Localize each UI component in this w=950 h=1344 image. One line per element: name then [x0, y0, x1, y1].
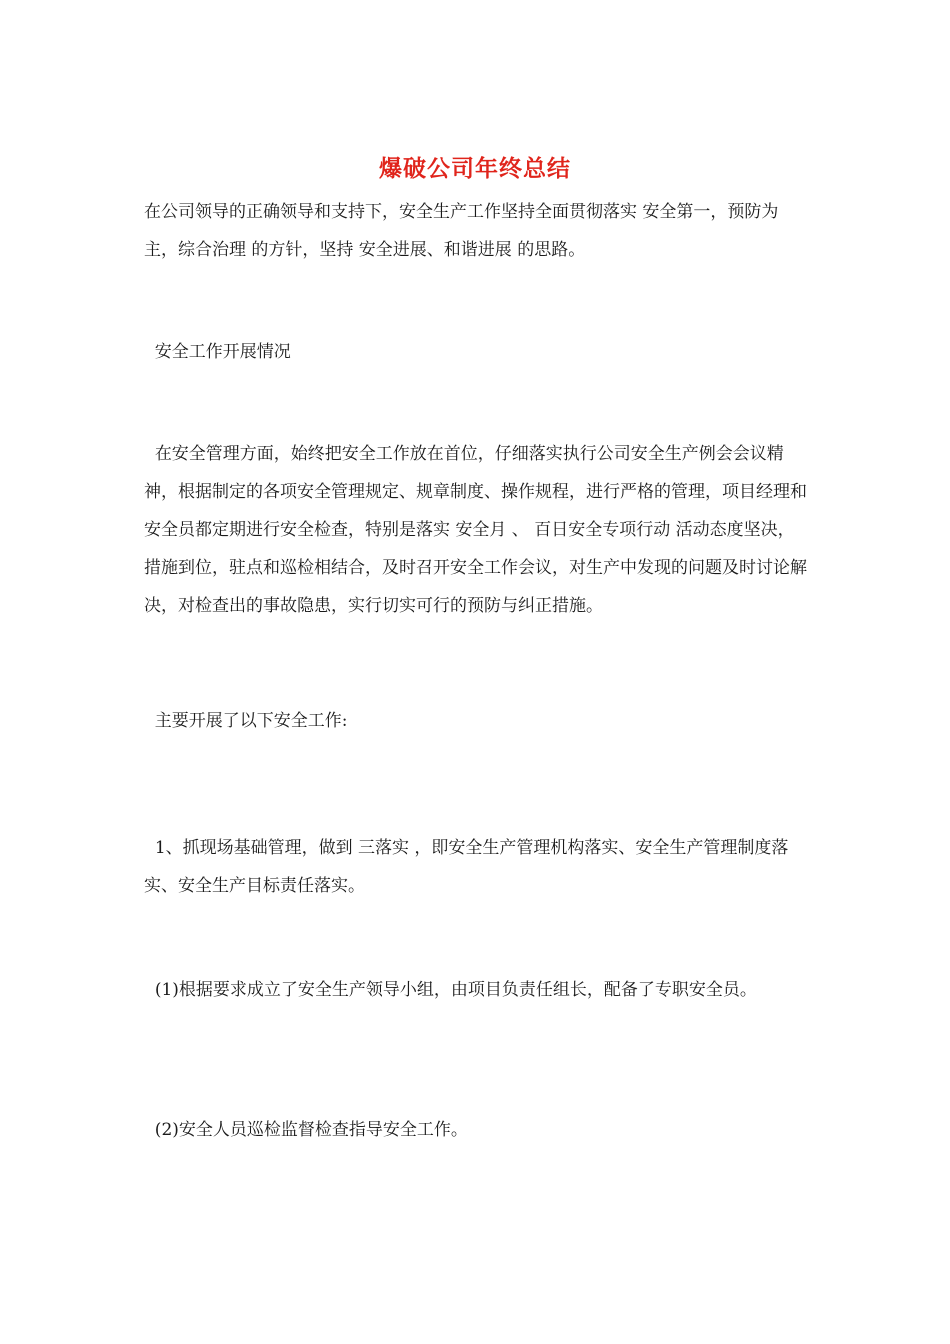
- document-title: 爆破公司年终总结: [379, 156, 571, 182]
- intro-paragraph: 在公司领导的正确领导和支持下，安全生产工作坚持全面贯彻落实 安全第一，预防为主，综合治理 的方针，坚持 安全进展、和谐进展 的思路。: [144, 202, 779, 260]
- item-1-sub-2-paragraph: (2)安全人员巡检监督检查指导安全工作。: [144, 1120, 468, 1140]
- item-1-sub-1-paragraph: (1)根据要求成立了安全生产领导小组，由项目负责任组长，配备了专职安全员。: [144, 980, 757, 1000]
- safety-management-paragraph: 在安全管理方面，始终把安全工作放在首位，仔细落实执行公司安全生产例会会议精神，根据制定的各项安全管理规定、规章制度、操作规程，进行严格的管理，项目经理和安全员都定期进行安全检查，特别是落实 安全月 、 百日安全专项行动 活动态度坚决，措施到位，驻点和巡检相结合，及时召开安全工作会议，对生产中发现的问题及时讨论解决，对检查出的事故隐患，实行切实可行的预防与纠正措施。: [144, 444, 807, 616]
- item-1-paragraph: 1、抓现场基础管理，做到 三落实 ，即安全生产管理机构落实、安全生产管理制度落实、安全生产目标责任落实。: [144, 838, 789, 896]
- section-heading-safety-work: 安全工作开展情况: [144, 342, 291, 362]
- main-work-heading: 主要开展了以下安全工作:: [144, 711, 348, 731]
